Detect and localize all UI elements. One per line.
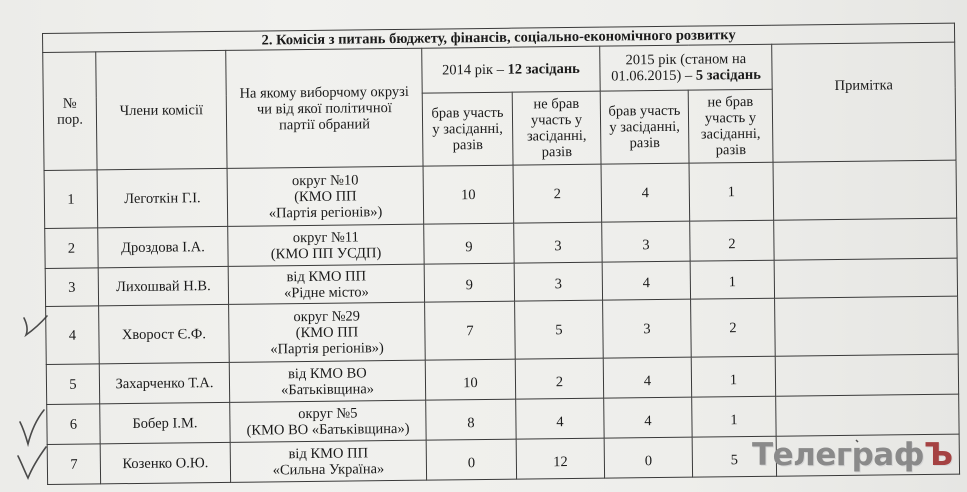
participated-2015: 3 [602,221,690,262]
header-2015-sessions: 5 засідань [695,66,761,84]
not-participated-2015: 5 [692,436,776,477]
district-line: від КМО ВО [287,364,367,382]
header-line: брав участь [431,104,504,122]
participated-2014: 8 [426,399,516,440]
note-cell [776,394,960,436]
district-line: від КМО ПП [288,444,369,462]
header-number [43,52,97,171]
note-cell [774,258,958,298]
header-2015-line-1: 2015 рік (станом на [625,51,747,69]
participated-2015: 4 [601,163,690,222]
not-participated-2015: 1 [691,356,775,397]
header-2014-sessions: 12 засідань [507,60,580,78]
header-members: Члени комісії [96,50,227,169]
watermark-text: Телеграф [752,437,924,473]
not-participated-2015: 1 [689,162,774,221]
table-title: 2. Комісія з питань бюджету, фінансів, соціально-економічного розвитку [43,23,955,52]
header-2014-participated [422,92,513,166]
note-cell [774,218,958,260]
participated-2014: 9 [424,223,514,264]
header-line: у засіданні, [432,120,503,138]
header-number-line-1: № [62,95,77,112]
watermark-accent-letter: Ъ [923,437,953,473]
table-row [44,160,957,228]
district-line: від КМО ПП [286,267,367,285]
member-name: Захарченко Т.А. [99,362,229,403]
row-number: 1 [44,170,98,229]
not-participated-2014: 2 [515,358,603,399]
pen-check-mark-2 [20,410,44,444]
row-number: 7 [47,444,100,485]
participated-2015: 4 [603,357,691,398]
header-line: разів [452,137,484,154]
header-year-2014 [422,46,600,93]
header-2014-not-participated [512,91,601,165]
row-number: 5 [46,364,99,405]
member-district [228,224,424,266]
header-line: разів [629,134,661,152]
header-line: разів [541,143,573,161]
district-line: (КМО ПП [294,187,357,205]
district-line: (КМО ВО «Батьківщина») [246,420,410,439]
member-name: Козенко О.Ю. [100,442,230,483]
not-participated-2015: 1 [690,260,774,299]
header-line: у засіданні, [609,118,680,136]
district-line: «Рідне місто» [283,283,369,301]
not-participated-2015: 2 [691,298,776,357]
header-2015-prefix: 01.06.2015) – [611,67,696,85]
row-number: 2 [45,228,98,269]
district-line: «Батьківщина» [281,380,375,398]
not-participated-2014: 5 [515,300,604,359]
header-number-line-2: пор. [56,111,84,128]
participated-2014: 10 [425,359,515,400]
header-district-line-3: партії обраний [279,115,371,133]
pen-check-mark-1 [24,316,47,335]
header-year-2015 [600,44,772,91]
participated-2015: 4 [604,397,692,438]
header-district [226,48,423,168]
member-name: Дроздова І.А. [98,226,228,267]
member-district [227,166,424,226]
header-line: участь у [530,111,583,129]
header-line: участь у [704,109,757,127]
member-name: Бобер І.М. [100,402,230,443]
table-row [46,296,959,364]
header-2015-participated [600,90,689,164]
not-participated-2014: 3 [514,262,602,301]
not-participated-2015: 1 [692,396,776,437]
not-participated-2014: 4 [516,398,604,439]
row-number: 4 [46,306,100,365]
note-cell [775,354,959,396]
district-line: округ №11 [292,228,359,246]
district-line: округ №29 [293,307,361,325]
header-line: не брав [533,95,580,113]
pen-check-mark-3 [18,447,46,478]
row-number: 6 [47,404,100,445]
participated-2014: 7 [425,301,516,360]
header-line: не брав [707,93,754,111]
district-line: «Партія регіонів») [268,203,383,221]
participated-2014: 10 [423,165,514,224]
note-cell [773,160,957,220]
header-line: засіданні, [700,125,761,143]
district-line: «Партія регіонів») [270,339,384,357]
district-line: (КМО ПП УСДП) [270,244,382,262]
header-line: разів [715,142,747,159]
row-number: 3 [45,268,98,307]
district-line: округ №10 [291,171,359,189]
member-district [228,264,424,304]
not-participated-2014: 2 [513,164,602,223]
participated-2014: 0 [426,439,516,480]
not-participated-2015: 2 [690,220,774,261]
member-name: Хворост Є.Ф. [99,304,230,363]
header-line: засіданні, [526,127,587,145]
header-note: Примітка [772,42,956,162]
header-district-line-2: чи від якої політичної [256,99,392,118]
member-district [229,360,425,402]
commission-attendance-table [42,23,960,485]
district-line: «Сильна Україна» [272,460,385,478]
member-district [230,400,426,442]
participated-2015: 4 [602,261,690,300]
district-line: (КМО ПП [295,323,359,341]
district-line: округ №5 [298,404,358,422]
member-name: Леготкін Г.І. [97,168,228,227]
header-2015-not-participated [688,89,773,163]
participated-2015: 0 [604,437,692,478]
header-district-line-1: На якому виборчому окрузі [239,83,409,102]
not-participated-2014: 3 [514,222,602,263]
header-row-1 [43,42,956,97]
member-district [229,302,426,362]
note-cell [775,296,959,356]
telegraf-watermark-logo [752,437,953,473]
header-2014-prefix: 2014 рік – [441,61,508,79]
participated-2014: 9 [424,263,514,302]
member-district [230,440,426,482]
participated-2015: 3 [603,299,692,358]
member-name: Лихошвай Н.В. [98,266,228,305]
not-participated-2014: 12 [516,438,604,479]
header-line: брав участь [608,102,681,120]
